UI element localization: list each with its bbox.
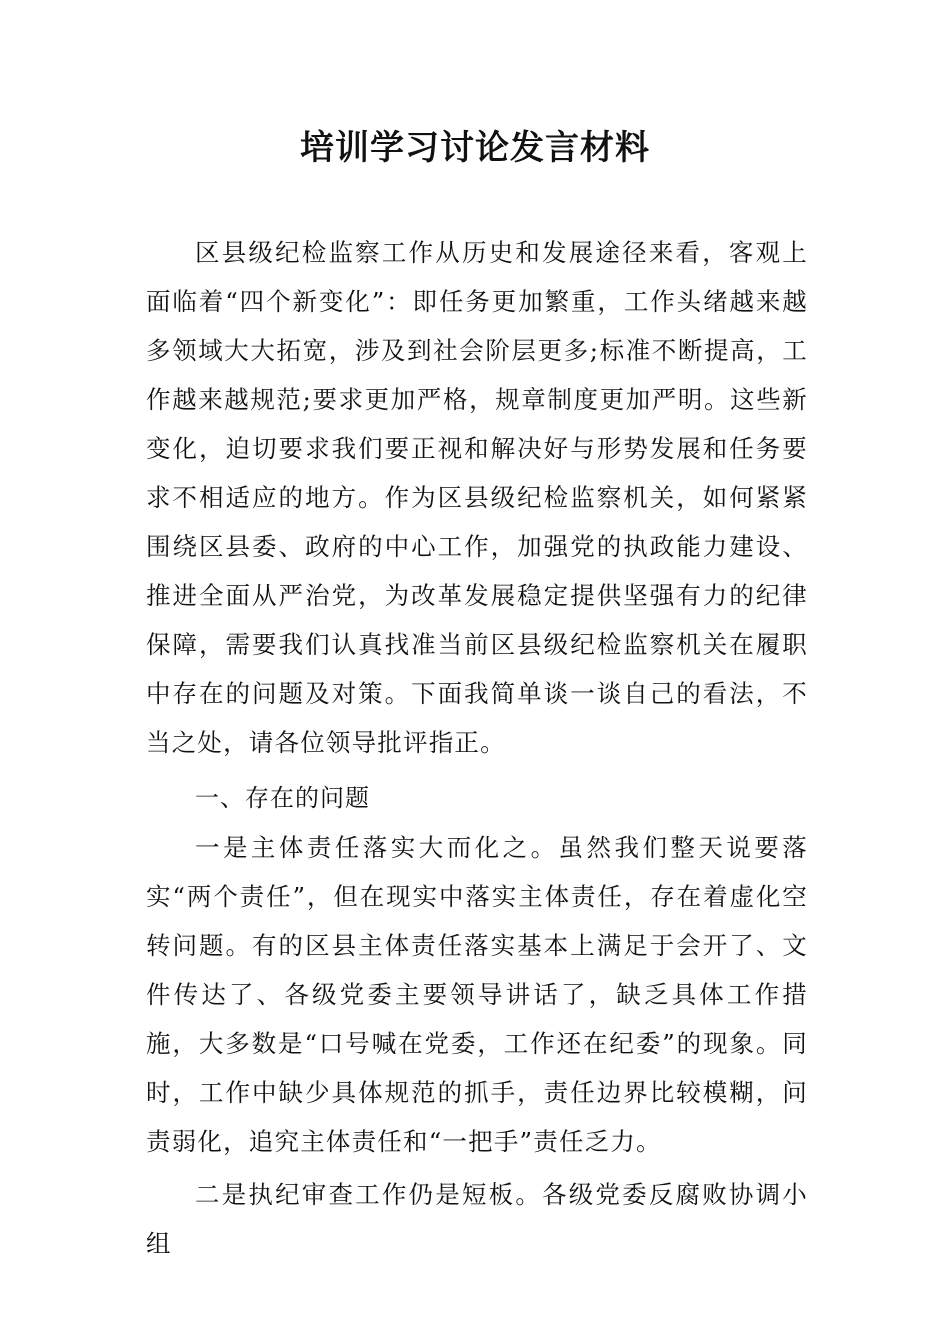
document-title: 培训学习讨论发言材料 [300, 128, 650, 168]
paragraph-text: 一是主体责任落实大而化之。虽然我们整天说要落实“两个责任”，但在现实中落实主体责任，存在着虚化空转问题。有的区县主体责任落实基本上满足于会开了、文件传达了、各级党委主要领导讲话了，缺乏具体工作措施，大多数是“口号喊在党委，工作还在纪委”的现象。同时，工作中缺少具体规范的抓手，责任边界比较模糊，问责弱化，追究主体责任和“一把手”责任乏力。 [146, 833, 808, 1156]
body-paragraph-point-one [146, 823, 808, 1166]
body-paragraph-point-two [146, 1170, 808, 1268]
body-paragraph-intro [146, 228, 808, 767]
paragraph-text: 二是执纪审查工作仍是短板。各级党委反腐败协调小组 [146, 1180, 808, 1258]
section-heading-problems: 一、存在的问题 [195, 784, 370, 812]
paragraph-text: 区县级纪检监察工作从历史和发展途径来看，客观上面临着“四个新变化”：即任务更加繁重，工作头绪越来越多领域大大拓宽，涉及到社会阶层更多;标准不断提高，工作越来越规范;要求更加严格，规章制度更加严明。这些新变化，迫切要求我们要正视和解决好与形势发展和任务要求不相适应的地方。作为区县级纪检监察机关，如何紧紧围绕区县委、政府的中心工作，加强党的执政能力建设、推进全面从严治党，为改革发展稳定提供坚强有力的纪律保障，需要我们认真找准当前区县级纪检监察机关在履职中存在的问题及对策。下面我简单谈一谈自己的看法，不当之处，请各位领导批评指正。 [146, 238, 808, 757]
